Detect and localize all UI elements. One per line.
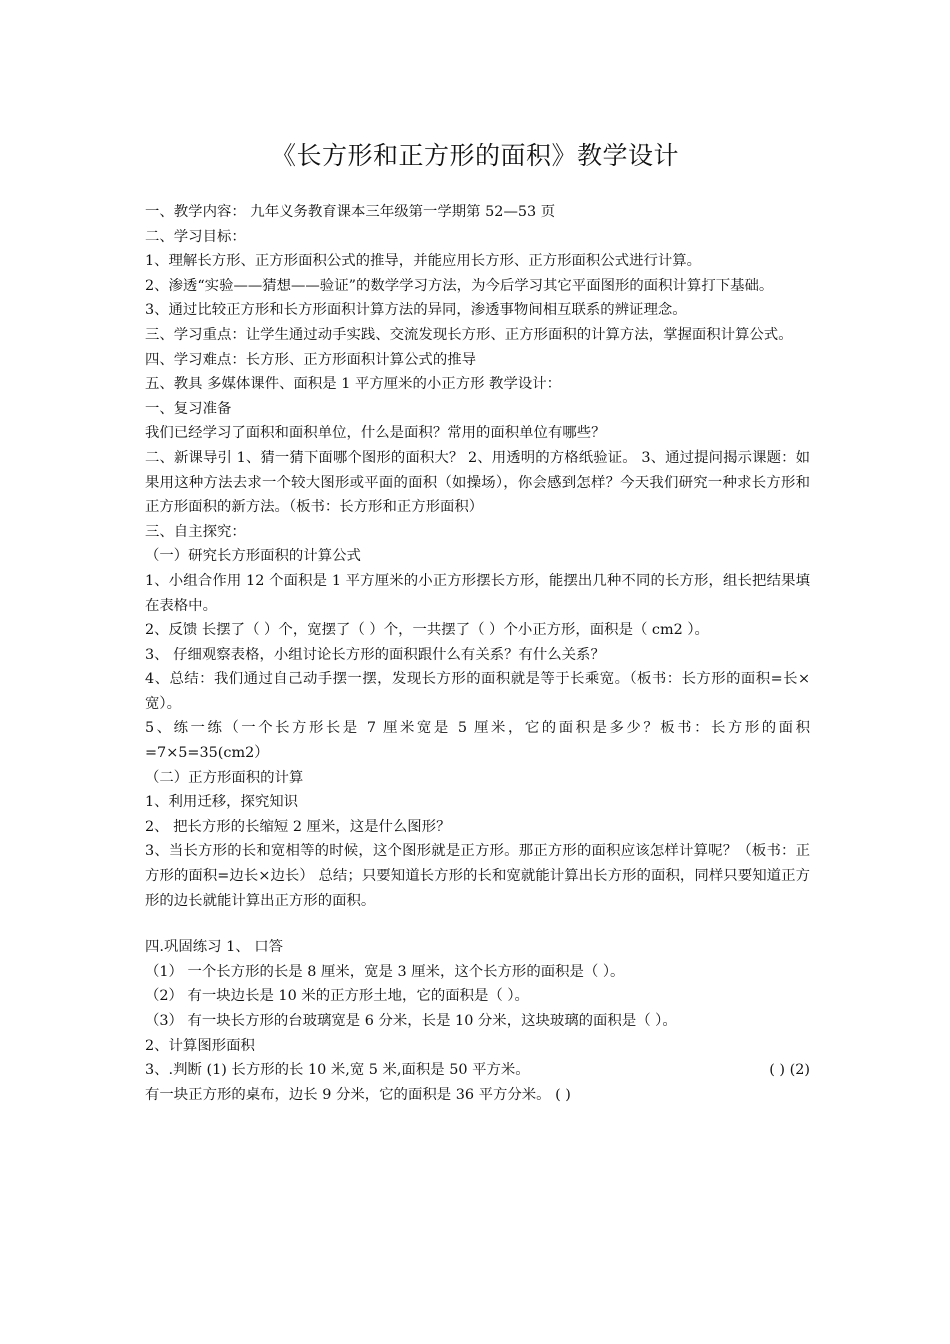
judge-answer-blank: ( ) (2) bbox=[769, 1062, 810, 1079]
paragraph: 三、学习重点：让学生通过动手实践、交流发现长方形、正方形面积的计算方法，掌握面积计算公式。 bbox=[145, 326, 793, 343]
paragraph: 1、小组合作用 12 个面积是 1 平方厘米的小正方形摆长方形，能摆出几种不同的长方形，组长把结果填在表格中。 bbox=[145, 572, 810, 614]
document-title: 《长方形和正方形的面积》教学设计 bbox=[270, 141, 679, 170]
paragraph: 我们已经学习了面积和面积单位，什么是面积？常用的面积单位有哪些？ bbox=[145, 425, 606, 442]
paragraph: 1、理解长方形、正方形面积公式的推导，并能应用长方形、正方形面积公式进行计算。 bbox=[145, 253, 702, 270]
paragraph: 2、反馈 长摆了（ ）个，宽摆了（ ）个，一共摆了（ ）个小正方形，面积是（ cm2 ）。 bbox=[145, 622, 709, 639]
paragraph: 3、当长方形的长和宽相等的时候，这个图形就是正方形。那正方形的面积应该怎样计算呢？（板书：正方形的面积=边长×边长） 总结；只要知道长方形的长和宽就能计算出长方形的面积，同样只要知道正方形的边长就能计算出正方形的面积。 bbox=[145, 843, 810, 909]
paragraph: 一、教学内容： 九年义务教育课本三年级第一学期第 52—53 页 bbox=[145, 204, 556, 220]
paragraph: 四、学习难点：长方形、正方形面积计算公式的推导 bbox=[145, 351, 476, 368]
paragraph: 5、练一练（一个长方形长是 7 厘米宽是 5 厘米，它的面积是多少？板书：长方形的面积=7×5=35(cm2） bbox=[145, 720, 810, 762]
judge-line bbox=[145, 1058, 810, 1083]
paragraph: 1、利用迁移，探究知识 bbox=[145, 794, 299, 811]
blank-line bbox=[145, 913, 810, 935]
paragraph: 2、 把长方形的长缩短 2 厘米，这是什么图形？ bbox=[145, 818, 451, 835]
paragraph: 二、学习目标： bbox=[145, 228, 246, 245]
paragraph: （一）研究长方形面积的计算公式 bbox=[145, 548, 361, 565]
paragraph: 3、 仔细观察表格，小组讨论长方形的面积跟什么有关系？有什么关系？ bbox=[145, 646, 605, 663]
practice-line: （1） 一个长方形的长是 8 厘米，宽是 3 厘米，这个长方形的面积是（ ）。 bbox=[145, 963, 625, 980]
practice-line: （3） 有一块长方形的台玻璃宽是 6 分米，长是 10 分米，这块玻璃的面积是（ ）。 bbox=[145, 1013, 677, 1029]
practice-line: 2、计算图形面积 bbox=[145, 1037, 255, 1054]
judge-question-1: 3、.判断 (1) 长方形的长 10 米,宽 5 米,面积是 50 平方米。 bbox=[145, 1062, 530, 1079]
practice-line: 四.巩固练习 1、 口答 bbox=[145, 939, 284, 956]
paragraph: 4、总结：我们通过自己动手摆一摆，发现长方形的面积就是等于长乘宽。（板书：长方形的面积=长×宽）。 bbox=[145, 671, 810, 712]
paragraph: 三、自主探究： bbox=[145, 523, 246, 540]
paragraph: 3、通过比较正方形和长方形面积计算方法的异同，渗透事物间相互联系的辨证理念。 bbox=[145, 302, 687, 319]
paragraph: （二）正方形面积的计算 bbox=[145, 769, 304, 786]
paragraph: 五、教具 多媒体课件、面积是 1 平方厘米的小正方形 教学设计： bbox=[145, 376, 562, 393]
paragraph: 2、渗透“实验——猜想——验证”的数学学习方法，为今后学习其它平面图形的面积计算打下基础。 bbox=[145, 277, 774, 294]
practice-line: （2） 有一块边长是 10 米的正方形土地，它的面积是（ ）。 bbox=[145, 988, 529, 1005]
document-body bbox=[145, 200, 810, 1107]
judge-question-2: 有一块正方形的桌布，边长 9 分米，它的面积是 36 平方分米。 ( ) bbox=[145, 1086, 571, 1103]
paragraph: 一、复习准备 bbox=[145, 400, 232, 417]
paragraph: 二、新课导引 1、猜一猜下面哪个图形的面积大？ 2、用透明的方格纸验证。 3、通过提问揭示课题：如果用这种方法去求一个较大图形或平面的面积（如操场），你会感到怎样？今天我们研究一种求长方形和正方形面积的新方法。（板书：长方形和正方形面积） bbox=[145, 449, 810, 516]
